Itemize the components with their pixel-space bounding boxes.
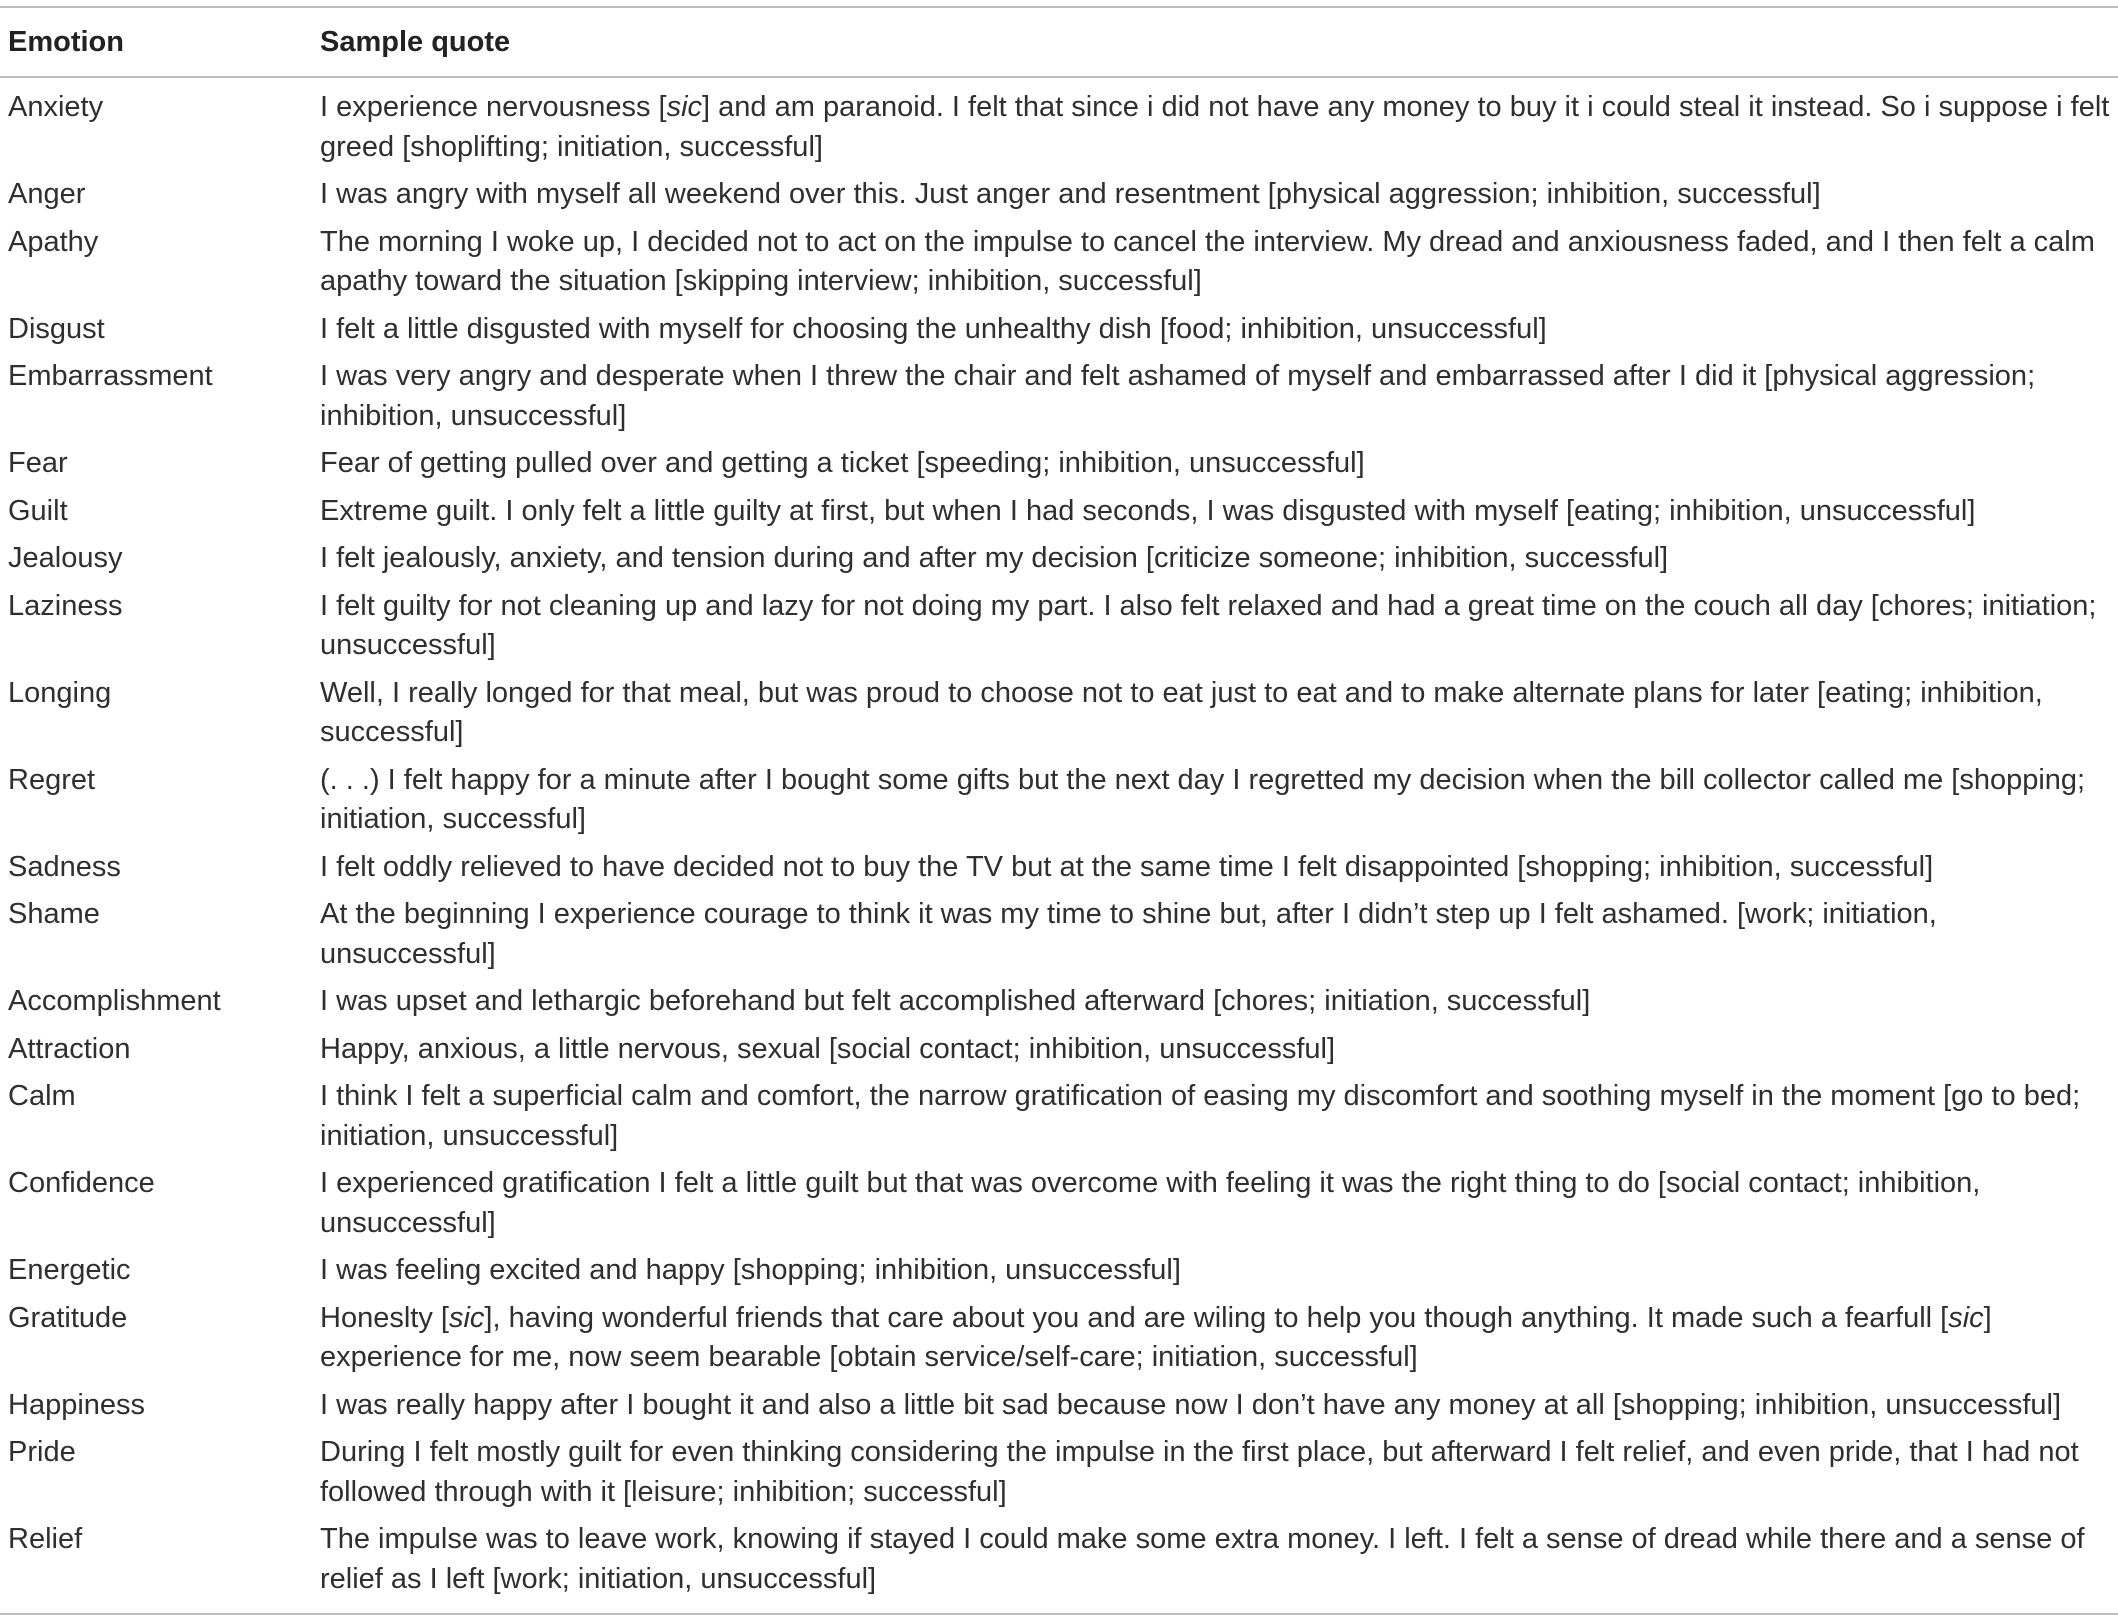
emotion-cell: Confidence — [8, 1167, 155, 1199]
quote-segment: (. . .) I felt happy for a minute after I bought some gifts but the next day I regretted my decision when the bill collector called me [shopping; initiation, successful] — [320, 763, 2086, 835]
quote-segment: At the beginning I experience courage to think it was my time to shine but, after I didn’t step up I felt ashamed. [work; initiation, unsuccessful] — [320, 898, 1937, 970]
quote-cell — [320, 1160, 2118, 1247]
table-row — [0, 891, 2118, 978]
emotion-cell: Attraction — [8, 1032, 131, 1065]
table-row — [0, 844, 2118, 892]
table-row — [0, 1160, 2118, 1247]
table-row — [0, 535, 2118, 583]
quote-segment: Well, I really longed for that meal, but was proud to choose not to eat just to eat and to make alternate plans for later [eating; inhibition, successful] — [320, 676, 2043, 748]
header-emotion: Emotion — [8, 26, 124, 58]
table-row — [0, 1295, 2118, 1382]
emotion-quote-table-container — [0, 6, 2118, 1615]
quote-cell — [320, 77, 2118, 171]
emotion-cell: Fear — [8, 447, 68, 479]
table-row — [0, 488, 2118, 536]
quote-segment: ] experience for me, now seem bearable [obtain service/self-care; initiation, successful] — [320, 1301, 1992, 1373]
quote-segment: I was very angry and desperate when I threw the chair and felt ashamed of myself and embarrassed after I did it [physical aggression; inhibition, unsuccessful] — [320, 360, 2036, 432]
table-row — [0, 306, 2118, 354]
table-row — [0, 978, 2118, 1026]
table-row — [0, 353, 2118, 440]
header-row — [0, 7, 2118, 77]
quote-segment: Extreme guilt. I only felt a little guilty at first, but when I had seconds, I was disgusted with myself [eating; inhibition, unsuccessful] — [320, 494, 1976, 527]
quote-cell — [320, 670, 2118, 757]
quote-segment: I was really happy after I bought it and also a little bit sad because now I don’t have any money at all [shopping; inhibition, unsuccessful] — [320, 1388, 2062, 1421]
quote-cell — [320, 1026, 2118, 1074]
table-row — [0, 1247, 2118, 1295]
quote-segment: The impulse was to leave work, knowing if stayed I could make some extra money. I left. I felt a sense of dread while there and a sense of relief as I left [work; initiation, unsuccessful] — [320, 1523, 2085, 1595]
quote-italic-segment: sic — [666, 91, 703, 123]
emotion-cell: Anxiety — [8, 91, 104, 123]
emotion-cell: Happiness — [8, 1388, 146, 1421]
quote-cell — [320, 1516, 2118, 1614]
emotion-cell: Relief — [8, 1523, 83, 1555]
quote-segment: ], having wonderful friends that care about you and are wiling to help you though anything. It made such a fearfull [ — [484, 1301, 1949, 1334]
table-row — [0, 583, 2118, 670]
table-row — [0, 757, 2118, 844]
table-row — [0, 1073, 2118, 1160]
emotion-cell: Jealousy — [8, 542, 123, 574]
quote-segment: I experienced gratification I felt a little guilt but that was overcome with feeling it was the right thing to do [social contact; inhibition, unsuccessful] — [320, 1167, 1981, 1239]
quote-cell — [320, 583, 2118, 670]
quote-cell — [320, 219, 2118, 306]
emotion-cell: Disgust — [8, 312, 105, 345]
emotion-cell: Accomplishment — [8, 985, 221, 1017]
quote-cell — [320, 1073, 2118, 1160]
quote-cell — [320, 535, 2118, 583]
quote-segment: I experience nervousness [ — [320, 91, 667, 123]
emotion-cell: Embarrassment — [8, 360, 213, 392]
quote-cell — [320, 1247, 2118, 1295]
quote-segment: I think I felt a superficial calm and comfort, the narrow gratification of easing my discomfort and soothing myself in the moment [go to bed; initiation, unsuccessful] — [320, 1080, 2081, 1152]
emotion-cell: Calm — [8, 1080, 76, 1112]
table-row — [0, 1382, 2118, 1430]
table-row — [0, 1026, 2118, 1074]
quote-cell — [320, 353, 2118, 440]
quote-segment: Honeslty [ — [320, 1301, 449, 1334]
emotion-cell: Guilt — [8, 494, 68, 527]
quote-segment: ] and am paranoid. I felt that since i did not have any money to buy it i could steal it instead. So i suppose i felt greed [shoplifting; initiation, successful] — [320, 91, 2110, 163]
quote-cell — [320, 1295, 2118, 1382]
emotion-quote-table — [0, 6, 2118, 1615]
quote-cell — [320, 306, 2118, 354]
quote-segment: Fear of getting pulled over and getting a ticket [speeding; inhibition, unsuccessful] — [320, 447, 1365, 479]
quote-segment: The morning I woke up, I decided not to act on the impulse to cancel the interview. My dread and anxiousness faded, and I then felt a calm apathy toward the situation [skipping interview; inhibition, successful] — [320, 225, 2095, 297]
quote-italic-segment: sic — [1948, 1301, 1984, 1334]
quote-cell — [320, 1429, 2118, 1516]
quote-cell — [320, 844, 2118, 892]
emotion-cell: Sadness — [8, 850, 121, 883]
quote-italic-segment: sic — [448, 1301, 485, 1334]
emotion-cell: Laziness — [8, 589, 123, 622]
emotion-cell: Pride — [8, 1436, 76, 1468]
header-sample-quote: Sample quote — [320, 26, 511, 58]
quote-cell — [320, 1382, 2118, 1430]
quote-segment: I was feeling excited and happy [shopping; inhibition, unsuccessful] — [320, 1254, 1181, 1286]
quote-cell — [320, 757, 2118, 844]
quote-segment: I felt a little disgusted with myself for choosing the unhealthy dish [food; inhibition, unsuccessful] — [320, 312, 1547, 345]
quote-cell — [320, 978, 2118, 1026]
quote-segment: I felt jealously, anxiety, and tension during and after my decision [criticize someone; inhibition, successful] — [320, 542, 1669, 574]
quote-segment: I was upset and lethargic beforehand but felt accomplished afterward [chores; initiation, successful] — [320, 985, 1591, 1017]
emotion-cell: Longing — [8, 676, 112, 709]
quote-cell — [320, 440, 2118, 488]
table-row — [0, 670, 2118, 757]
table-row — [0, 77, 2118, 171]
table-body — [0, 77, 2118, 1614]
quote-cell — [320, 488, 2118, 536]
emotion-cell: Regret — [8, 763, 96, 796]
table-row — [0, 171, 2118, 219]
table-header — [0, 7, 2118, 77]
emotion-cell: Apathy — [8, 225, 99, 258]
table-row — [0, 440, 2118, 488]
emotion-cell: Gratitude — [8, 1301, 128, 1334]
quote-cell — [320, 891, 2118, 978]
quote-segment: I was angry with myself all weekend over this. Just anger and resentment [physical aggression; inhibition, successful] — [320, 178, 1821, 210]
quote-segment: During I felt mostly guilt for even thinking considering the impulse in the first place, but afterward I felt relief, and even pride, that I had not followed through with it [leisure; inhibition; successful] — [320, 1436, 2079, 1508]
quote-segment: Happy, anxious, a little nervous, sexual [social contact; inhibition, unsuccessful] — [320, 1032, 1335, 1065]
table-row — [0, 1516, 2118, 1614]
emotion-cell: Shame — [8, 898, 100, 930]
table-row — [0, 1429, 2118, 1516]
quote-cell — [320, 171, 2118, 219]
emotion-cell: Energetic — [8, 1254, 131, 1286]
emotion-cell: Anger — [8, 178, 86, 210]
quote-segment: I felt guilty for not cleaning up and lazy for not doing my part. I also felt relaxed and had a great time on the couch all day [chores; initiation; unsuccessful] — [320, 589, 2097, 661]
table-row — [0, 219, 2118, 306]
quote-segment: I felt oddly relieved to have decided not to buy the TV but at the same time I felt disappointed [shopping; inhibition, successful] — [320, 850, 1934, 883]
